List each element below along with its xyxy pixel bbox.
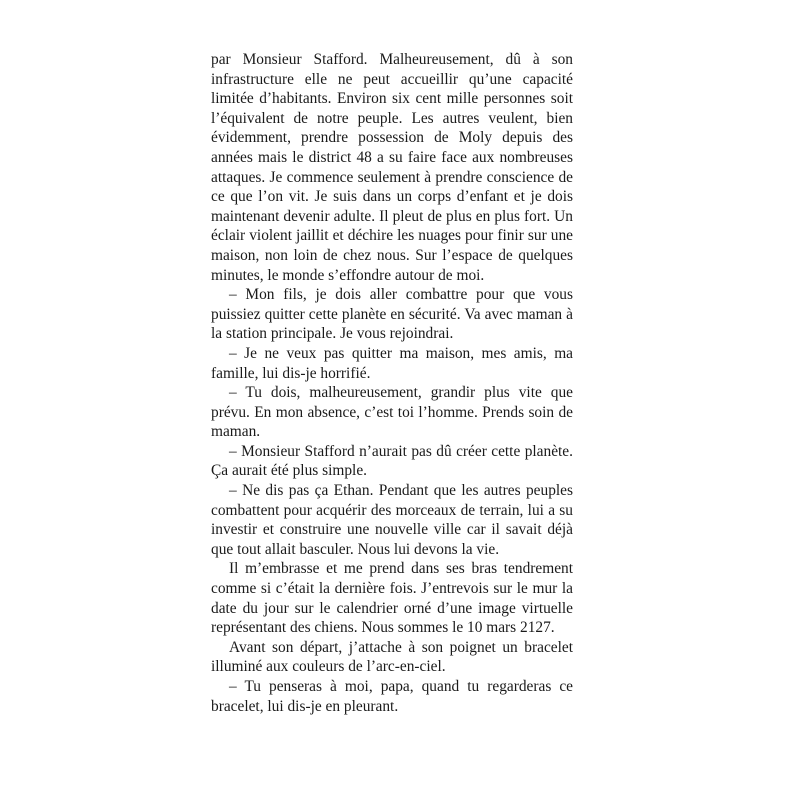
paragraph-6: – Ne dis pas ça Ethan. Pendant que les autres peuples combattent pour acquérir des morceaux de terrain, lui a su investir et construire une nouvelle ville car il savait déjà que tout allait basculer. Nous lui devons la vie. [211, 482, 573, 558]
paragraph-7: Il m’embrasse et me prend dans ses bras tendrement comme si c’était la dernière fois. J’entrevois sur le mur la date du jour sur le calendrier orné d’une image virtuelle représentant des chiens. Nous sommes le 10 mars 2127. [211, 560, 573, 637]
paragraph-1: par Monsieur Stafford. Malheureusement, dû à son infrastructure elle ne peut accueillir qu’une capacité limitée d’habitants. Environ six cent mille personnes soit l’équivalent de notre peuple. Les autres veulent, bien évidemment, prendre possession de Moly depuis des années mais le district 48 a su faire face aux nombreuses attaques. Je commence seulement à prendre conscience de ce que l’on vit. Je suis dans un corps d’enfant et je dois maintenant devenir adulte. Il pleut de plus en plus fort. Un éclair violent jaillit et déchire les nuages pour finir sur une maison, non loin de chez nous. Sur l’espace de quelques minutes, le monde s’effondre autour de moi. [211, 51, 573, 284]
paragraph-9: – Tu penseras à moi, papa, quand tu regarderas ce bracelet, lui dis-je en pleurant. [211, 678, 573, 715]
paragraph-8: Avant son départ, j’attache à son poignet un bracelet illuminé aux couleurs de l’arc-en-ciel. [211, 638, 573, 676]
paragraph-2: – Mon fils, je dois aller combattre pour que vous puissiez quitter cette planète en sécurité. Va avec maman à la station principale. Je vous rejoindrai. [211, 286, 573, 343]
paragraph-3: – Je ne veux pas quitter ma maison, mes amis, ma famille, lui dis-je horrifié. [211, 344, 573, 382]
paragraph-5: – Monsieur Stafford n’aurait pas dû créer cette planète. Ça aurait été plus simple. [211, 442, 573, 480]
book-page-text [211, 50, 573, 716]
paragraph-4: – Tu dois, malheureusement, grandir plus vite que prévu. En mon absence, c’est toi l’homme. Prends soin de maman. [211, 384, 573, 441]
